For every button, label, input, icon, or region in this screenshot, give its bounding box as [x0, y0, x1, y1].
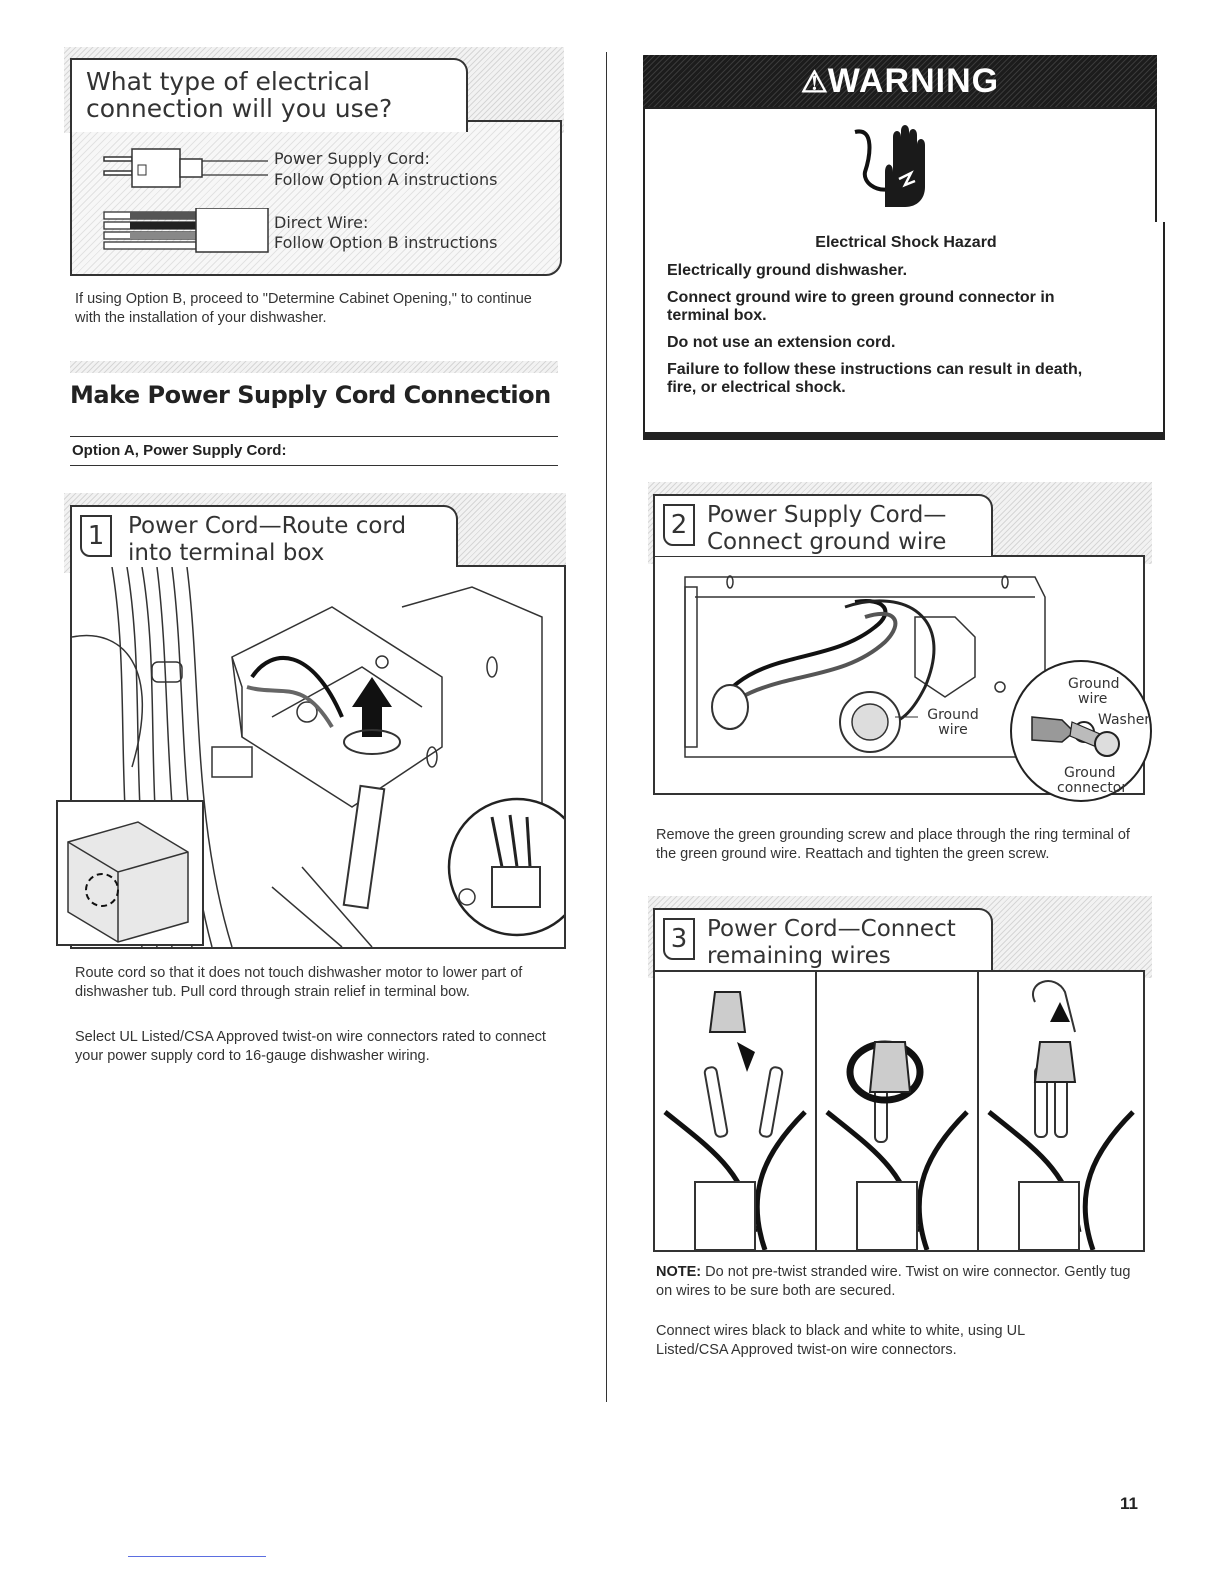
subsection-rule-top — [70, 436, 558, 437]
warning-line-4: Failure to follow these instructions can result in death, fire, or electrical shock. — [667, 361, 1083, 396]
twist-connector-drawing — [655, 972, 1143, 1250]
option-a-instruction: Follow Option A instructions — [274, 170, 498, 189]
warning-banner — [643, 55, 1157, 107]
dishwasher-inset-drawing — [58, 802, 202, 944]
direct-wire-icon — [100, 208, 270, 256]
callout-label-connector-2: connector — [1057, 780, 1128, 796]
step1-inset — [56, 800, 204, 946]
warning-triangle-icon: ⚠ — [800, 66, 828, 99]
connection-title-line1: What type of electrical — [86, 67, 370, 96]
subsection-rule-bottom — [70, 465, 558, 466]
power-plug-icon — [100, 145, 270, 195]
step1-number: 1 — [80, 515, 112, 557]
warning-heading: Electrical Shock Hazard — [815, 234, 997, 251]
step3-number: 3 — [663, 918, 695, 960]
step1-title — [70, 505, 458, 567]
step1-paragraph-2: Select UL Listed/CSA Approved twist-on wire connectors rated to connect your power supply cord to 16-gauge dishwasher wiring. — [75, 1029, 546, 1064]
step2-number: 2 — [663, 504, 695, 546]
connection-type-title — [70, 58, 468, 132]
warning-icon-box — [643, 107, 1157, 226]
warning-line-1: Electrically ground dishwasher. — [667, 262, 908, 279]
warning-line-2: Connect ground wire to green ground connector in terminal box. — [667, 289, 1055, 324]
callout-label-washer: Washer — [1098, 712, 1151, 728]
option-b-label: Direct Wire: — [274, 213, 369, 232]
warning-text-box — [643, 222, 1165, 440]
step2-title-line1: Power Supply Cord— — [707, 502, 947, 528]
option-b-instruction: Follow Option B instructions — [274, 233, 498, 252]
step2-title-line2: Connect ground wire — [707, 529, 947, 555]
step3-title — [653, 908, 993, 970]
connection-title-line2: connection will you use? — [86, 94, 393, 123]
column-divider — [606, 52, 607, 1402]
step1-title-line1: Power Cord—Route cord — [128, 513, 407, 539]
section-title: Make Power Supply Cord Connection — [70, 381, 551, 409]
step1-paragraph-1: Route cord so that it does not touch dishwasher motor to lower part of dishwasher tub. Pull cord through strain relief in terminal bow. — [75, 965, 523, 1000]
subsection-title: Option A, Power Supply Cord: — [72, 442, 287, 459]
note-label: NOTE: — [656, 1264, 702, 1280]
step3-paragraph: Connect wires black to black and white to white, using UL Listed/CSA Approved twist-on wire connectors. — [656, 1323, 1025, 1358]
callout-label-connector-1: Ground — [1064, 765, 1116, 781]
label-ground-wire: Ground wire — [918, 708, 988, 738]
page-number: 11 — [1120, 1494, 1138, 1513]
step3-title-line2: remaining wires — [707, 943, 891, 969]
callout-label-wire: wire — [1078, 691, 1108, 707]
warning-banner-text: WARNING — [827, 62, 1000, 100]
step1-title-line2: into terminal box — [128, 540, 325, 566]
note-text: Do not pre-twist stranded wire. Twist on wire connector. Gently tug on wires to be sure both are secured. — [656, 1264, 1131, 1299]
step3-illustration — [653, 970, 1145, 1252]
step3-note — [656, 1263, 1146, 1301]
warning-line-3: Do not use an extension cord. — [667, 334, 896, 351]
option-b-note: If using Option B, proceed to "Determine Cabinet Opening," to continue with the installation of your dishwasher. — [75, 291, 532, 326]
callout-label-ground: Ground — [1068, 676, 1120, 692]
option-a-label: Power Supply Cord: — [274, 149, 430, 168]
step2-caption: Remove the green grounding screw and place through the ring terminal of the green ground wire. Reattach and tighten the green screw. — [656, 827, 1130, 862]
step2-title — [653, 494, 993, 556]
section-rule — [70, 361, 558, 373]
step3-title-line1: Power Cord—Connect — [707, 916, 956, 942]
electric-shock-hand-icon — [845, 117, 945, 217]
footer-rule — [128, 1556, 266, 1557]
